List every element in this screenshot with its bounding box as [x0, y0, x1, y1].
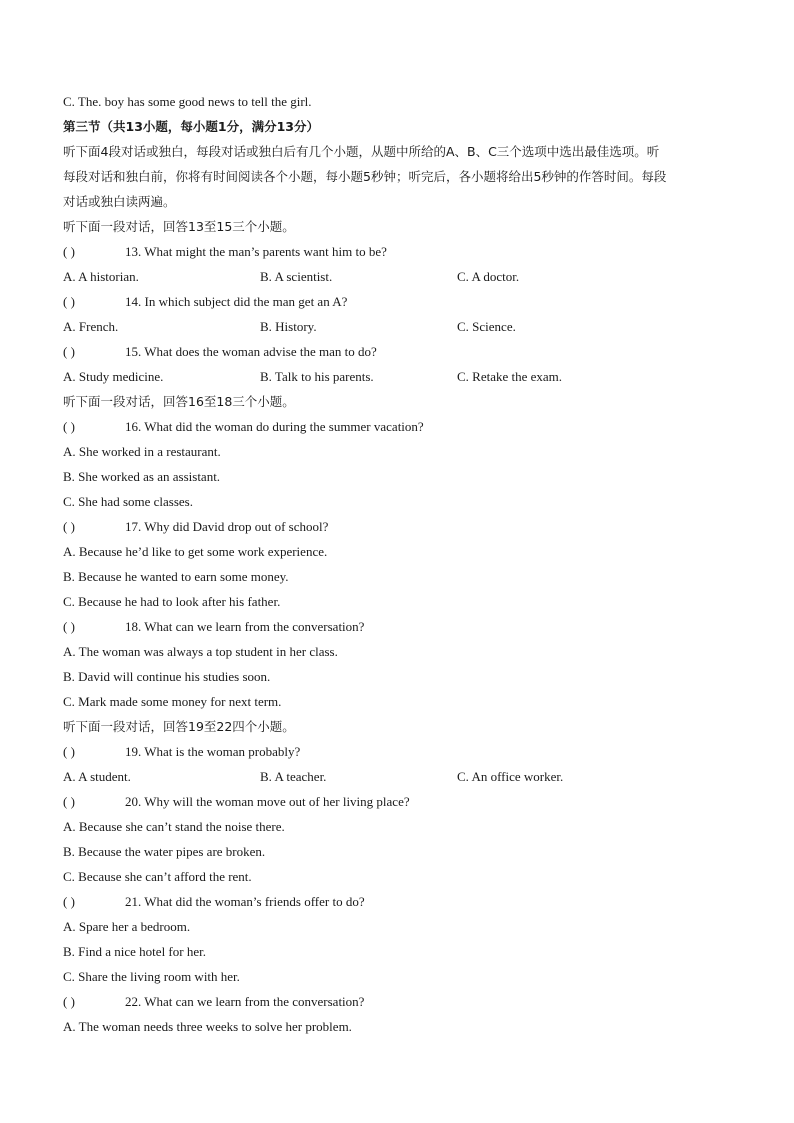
option-b: B. She worked as an assistant.	[63, 469, 221, 484]
question-stem: 13. What might the man’s parents want him to be?	[125, 244, 387, 259]
question-18	[63, 614, 733, 639]
question-21	[63, 889, 733, 914]
answer-blank: ( )	[63, 419, 75, 434]
answer-blank: ( )	[63, 994, 75, 1009]
question-15	[63, 339, 733, 364]
question-stem: 15. What does the woman advise the man to do?	[125, 344, 377, 359]
question-20	[63, 789, 733, 814]
question-stem: 20. Why will the woman move out of her living place?	[125, 794, 410, 809]
option-a: A. The woman needs three weeks to solve her problem.	[63, 1019, 352, 1034]
option-c: C. An office worker.	[457, 769, 564, 784]
options-14	[63, 314, 733, 339]
option-b: B. Because he wanted to earn some money.	[63, 569, 289, 584]
option-b: B. Talk to his parents.	[260, 369, 374, 384]
option-line: C. The. boy has some good news to tell the girl.	[63, 94, 312, 109]
question-22	[63, 989, 733, 1014]
option-c: C. She had some classes.	[63, 494, 193, 509]
option-c: C. Retake the exam.	[457, 369, 563, 384]
options-13	[63, 264, 733, 289]
listening-section	[63, 89, 733, 1039]
option-b: B. A scientist.	[260, 269, 333, 284]
option-c: C. Share the living room with her.	[63, 969, 240, 984]
option-c: C. Science.	[457, 319, 516, 334]
instructions-line-3: 对话或独白读两遍。	[63, 194, 176, 209]
option-a: A. A historian.	[63, 269, 139, 284]
answer-blank: ( )	[63, 619, 75, 634]
question-13	[63, 239, 733, 264]
answer-blank: ( )	[63, 244, 75, 259]
option-a: A. The woman was always a top student in her class.	[63, 644, 338, 659]
option-b: B. A teacher.	[260, 769, 327, 784]
option-c: C. Because he had to look after his father.	[63, 594, 281, 609]
question-stem: 16. What did the woman do during the summer vacation?	[125, 419, 424, 434]
answer-blank: ( )	[63, 894, 75, 909]
question-16	[63, 414, 733, 439]
instructions-line-1: 听下面4段对话或独白，每段对话或独白后有几个小题，从题中所给的A、B、C三个选项中选出最佳选项。听	[63, 144, 660, 159]
question-17	[63, 514, 733, 539]
dialogue-instruction-13-15: 听下面一段对话，回答13至15三个小题。	[63, 219, 295, 234]
answer-blank: ( )	[63, 344, 75, 359]
option-c: C. Mark made some money for next term.	[63, 694, 282, 709]
options-19	[63, 764, 733, 789]
answer-blank: ( )	[63, 294, 75, 309]
dialogue-instruction-16-18: 听下面一段对话，回答16至18三个小题。	[63, 394, 295, 409]
dialogue-instruction-19-22: 听下面一段对话，回答19至22四个小题。	[63, 719, 295, 734]
instructions-line-2: 每段对话和独白前，你将有时间阅读各个小题，每小题5秒钟；听完后，各小题将给出5秒钟的作答时间。每段	[63, 169, 667, 184]
option-a: A. Because he’d like to get some work experience.	[63, 544, 328, 559]
option-a: A. French.	[63, 319, 119, 334]
option-b: B. History.	[260, 319, 317, 334]
option-b: B. Find a nice hotel for her.	[63, 944, 206, 959]
options-15	[63, 364, 733, 389]
section-heading: 第三节（共13小题，每小题1分，满分13分）	[63, 119, 319, 134]
question-stem: 19. What is the woman probably?	[125, 744, 301, 759]
option-c: C. Because she can’t afford the rent.	[63, 869, 252, 884]
answer-blank: ( )	[63, 794, 75, 809]
option-a: A. Spare her a bedroom.	[63, 919, 191, 934]
question-stem: 17. Why did David drop out of school?	[125, 519, 329, 534]
option-b: B. David will continue his studies soon.	[63, 669, 271, 684]
question-stem: 22. What can we learn from the conversation?	[125, 994, 365, 1009]
answer-blank: ( )	[63, 519, 75, 534]
option-a: A. She worked in a restaurant.	[63, 444, 221, 459]
option-c: C. A doctor.	[457, 269, 520, 284]
option-a: A. Because she can’t stand the noise there.	[63, 819, 285, 834]
question-stem: 14. In which subject did the man get an A?	[125, 294, 348, 309]
question-19	[63, 739, 733, 764]
option-a: A. Study medicine.	[63, 369, 164, 384]
question-stem: 18. What can we learn from the conversation?	[125, 619, 365, 634]
answer-blank: ( )	[63, 744, 75, 759]
question-stem: 21. What did the woman’s friends offer to do?	[125, 894, 365, 909]
option-a: A. A student.	[63, 769, 131, 784]
option-b: B. Because the water pipes are broken.	[63, 844, 266, 859]
question-14	[63, 289, 733, 314]
